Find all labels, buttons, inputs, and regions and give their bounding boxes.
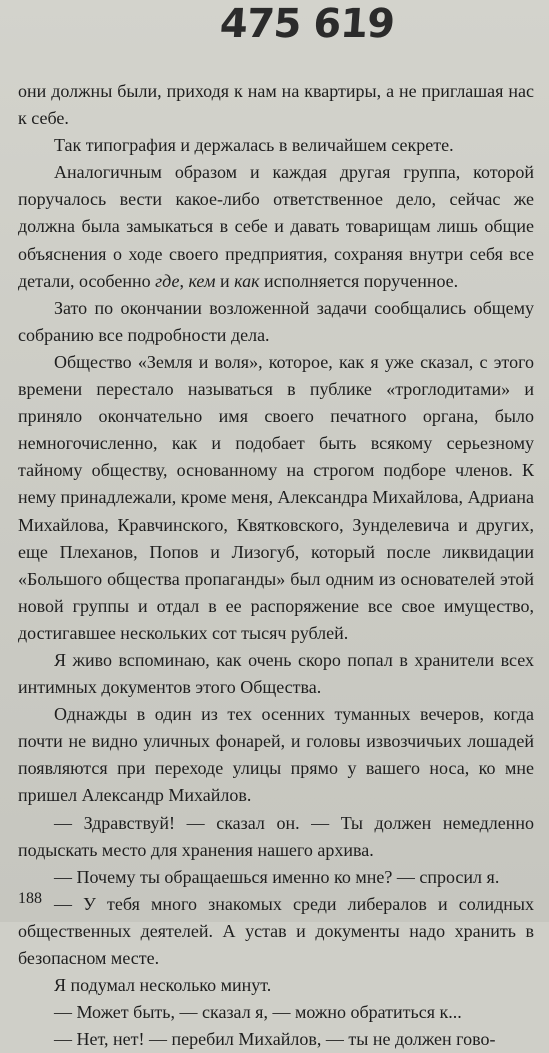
connector-word: и	[219, 270, 230, 291]
paragraph: Я живо вспоминаю, как очень скоро попал в хранители всех интимных документов этого Общества.	[18, 649, 534, 698]
text-span: исполняется порученное.	[264, 270, 459, 291]
paragraph: Зато по окончании возложенной задачи сообщались общему собранию все подробности дела.	[18, 297, 534, 345]
paragraph: Аналогичным образом и каждая другая группа, которой поручалось вести какое-либо ответственное дело, сейчас же должна была замыкаться в себе и давать товарищам лишь общие объяснения о ходе своего предприятия, сохраняя внутри себя все детали, особенно где, кем и как исполняется порученное.	[18, 162, 534, 291]
paragraph: — У тебя много знакомых среди либералов и солидных общественных деятелей. А устав и документы надо хранить в безопасном месте.	[18, 893, 534, 968]
paragraph: Однажды в один из тех осенних туманных вечеров, когда почти не видно уличных фонарей, и головы извозчичьих лошадей появляются при переходе улицы прямо у вашего носа, ко мне пришел Александр Михайлов.	[18, 704, 534, 806]
paragraph: Я подумал несколько минут.	[54, 975, 272, 996]
italic-word: кем	[188, 270, 216, 291]
paragraph: — Нет, нет! — перебил Михайлов, — ты не должен гово-	[54, 1029, 496, 1050]
handwritten-annotation: 475 619	[218, 1, 396, 47]
paragraph: — Здравствуй! — сказал он. — Ты должен немедленно подыскать место для хранения нашего архива.	[18, 812, 534, 860]
italic-word: как	[234, 270, 260, 291]
page-number: 188	[18, 890, 42, 907]
paragraph: Так типография и держалась в величайшем секрете.	[54, 135, 454, 156]
paragraph: они должны были, приходя к нам на квартиры, а не приглашая нас к себе.	[18, 81, 534, 129]
paragraph: — Почему ты обращаешься именно ко мне? — спросил я.	[54, 866, 500, 887]
text-span: Аналогичным образом и каждая другая группа, которой поручалось вести какое-либо ответственное дело, сейчас же должна была замыкаться в себе и давать товарищам лишь общие объяснения о ходе своего предприятия, сохраняя внутри себя все детали, особенно	[18, 162, 534, 291]
paragraph: Общество «Земля и воля», которое, как я уже сказал, с этого времени перестало называться в публике «троглодитами» и приняло окончательно имя своего печатного органа, было немногочисленно, как и подобает быть всякому серьезному тайному обществу, основанному на строгом подборе членов. К нему принадлежали, кроме меня, Александра Михайлова, Адриана Михайлова, Кравчинского, Квятковского, Зунделевича и других, еще Плеханов, Попов и Лизогуб, который после ликвидации «Большого общества пропаганды» был одним из основателей этой новой группы и отдал в ее распоряжение все свое имущество, достигавшее нескольких сот тысяч рублей.	[18, 351, 534, 643]
paragraph: — Может быть, — сказал я, — можно обратиться к...	[54, 1002, 462, 1023]
body-text	[18, 78, 534, 1053]
italic-word: где	[155, 270, 180, 291]
